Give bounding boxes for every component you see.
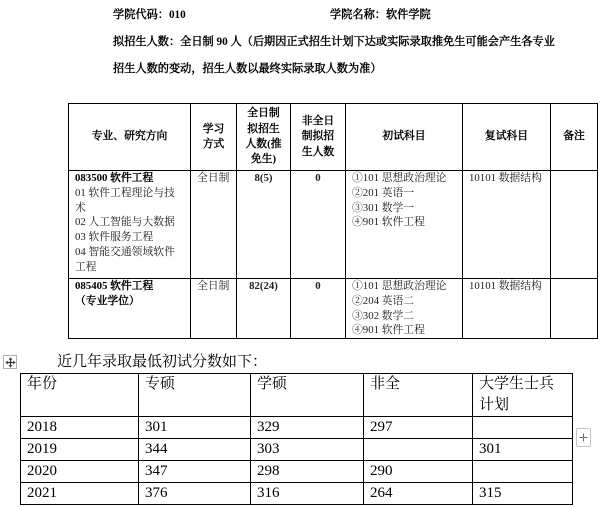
part-time-quota: 0 (315, 280, 321, 292)
program-name: 083500 软件工程 (75, 172, 154, 184)
study-mode: 全日制 (197, 172, 230, 184)
header-label: 学硕 (257, 376, 288, 392)
retest-subject: 10101 数据结构 (469, 172, 542, 184)
cell-content (551, 279, 597, 338)
header-label: 非全 (370, 376, 401, 392)
header-content (346, 104, 462, 170)
program-row (69, 279, 598, 339)
research-direction: 03 软件服务工程 (75, 231, 154, 244)
header-soldier-program (473, 374, 573, 417)
header-content (237, 104, 290, 170)
exam-subject: ④901 软件工程 (352, 324, 425, 337)
part-time-cell (364, 417, 473, 439)
college-header (113, 2, 583, 83)
academic-master-score: 316 (257, 485, 280, 501)
remarks-cell (551, 171, 598, 279)
header-label: 大学生士兵计划 (479, 376, 555, 413)
part-time-cell (364, 439, 473, 461)
cell-content (237, 279, 290, 338)
academic-master-score: 298 (257, 463, 280, 479)
exam-subject: ③301 数学一 (352, 201, 415, 214)
exam-subject: ①101 思想政治理论 (352, 172, 447, 184)
year-cell (21, 461, 139, 483)
header-label: 专硕 (145, 376, 176, 392)
exam-subject: ③302 数学二 (352, 309, 415, 322)
header-part-time (364, 374, 473, 417)
professional-master-cell (139, 461, 251, 483)
year-cell (21, 417, 139, 439)
part-time-quota-cell (291, 171, 346, 279)
part-time-score: 297 (370, 419, 393, 435)
year: 2020 (27, 463, 57, 479)
header-exam-subjects (346, 104, 463, 171)
part-time-quota-cell (291, 279, 346, 339)
program-table (68, 103, 598, 339)
header-professional-master (139, 374, 251, 417)
header-academic-master (251, 374, 364, 417)
research-direction: 01 软件工程理论与技术 (75, 186, 175, 214)
score-intro: 近几年录取最低初试分数如下： (57, 354, 268, 370)
exam-subject: ④901 软件工程 (352, 216, 425, 229)
professional-master-cell (139, 439, 251, 461)
header-program (69, 104, 191, 171)
retest-subject: 10101 数据结构 (469, 280, 542, 292)
header-retest-subject (463, 104, 551, 171)
cell-content (191, 171, 236, 278)
professional-master-cell (139, 417, 251, 439)
study-mode: 全日制 (197, 280, 230, 292)
college-code: 学院代码：010 (113, 9, 186, 21)
score-row (21, 461, 573, 483)
study-mode-cell (191, 279, 237, 339)
year-cell (21, 483, 139, 505)
study-mode-cell (191, 171, 237, 279)
header-label: 全日制拟招生人数(推免生) (245, 107, 282, 166)
cell-content (291, 279, 345, 338)
header-content (463, 104, 550, 170)
enrollment-note: 拟招生人数：全日制 90 人（后期因正式招生计划下达或实际录取推免生可能会产生各专业招生人数的变动，招生人数以最终实际录取人数为准） (113, 36, 555, 75)
header-content (69, 104, 190, 170)
add-row-button[interactable] (576, 428, 591, 447)
soldier-program-score (479, 461, 566, 482)
academic-master-cell (251, 461, 364, 483)
header-label: 复试科目 (484, 130, 529, 143)
part-time-quota: 0 (315, 172, 321, 184)
college-name: 学院名称：软件学院 (330, 9, 431, 21)
professional-master-score: 344 (145, 441, 168, 457)
exam-subject: ②201 英语一 (352, 186, 415, 199)
cell-content (346, 171, 462, 278)
academic-master-cell (251, 439, 364, 461)
full-time-quota-cell (237, 279, 291, 339)
exam-subject: ②204 英语二 (352, 294, 415, 307)
program-table-header (69, 104, 598, 171)
professional-master-score: 347 (145, 463, 168, 479)
academic-master-cell (251, 483, 364, 505)
year-cell (21, 439, 139, 461)
research-direction: 02 人工智能与大数据 (75, 216, 175, 229)
year: 2021 (27, 485, 57, 501)
soldier-program-cell (473, 417, 573, 439)
program-cell (69, 279, 191, 339)
score-row (21, 439, 573, 461)
soldier-program-cell (473, 461, 573, 483)
program-cell (69, 171, 191, 279)
program-note: （专业学位） (75, 294, 140, 307)
part-time-score: 264 (370, 485, 393, 501)
cell-content (463, 279, 550, 338)
header-content (291, 104, 345, 170)
remarks-cell (551, 279, 598, 339)
part-time-score: 290 (370, 463, 393, 479)
full-time-quota: 8(5) (254, 172, 273, 184)
part-time-cell (364, 461, 473, 483)
full-time-quota-cell (237, 171, 291, 279)
table-move-handle[interactable] (3, 355, 17, 369)
program-name: 085405 软件工程 (75, 280, 154, 292)
research-direction: 04 智能交通领域软件工程 (75, 245, 175, 273)
academic-master-cell (251, 417, 364, 439)
plus-icon (579, 433, 588, 442)
full-time-quota: 82(24) (249, 280, 278, 292)
header-content (551, 104, 597, 170)
score-row (21, 417, 573, 439)
score-row (21, 483, 573, 505)
professional-master-score: 301 (145, 419, 168, 435)
college-info-line (113, 2, 583, 29)
soldier-program-cell (473, 439, 573, 461)
header-remarks (551, 104, 598, 171)
part-time-cell (364, 483, 473, 505)
header-study-mode (191, 104, 237, 171)
header-year (21, 374, 139, 417)
exam-subjects-cell (346, 279, 463, 339)
soldier-program-score: 315 (479, 485, 502, 501)
cell-content (463, 171, 550, 278)
soldier-program-score: 301 (479, 441, 502, 457)
cell-content (69, 171, 190, 278)
year: 2018 (27, 419, 57, 435)
cell-content (237, 171, 290, 278)
cell-content (551, 171, 597, 278)
move-arrows-icon (5, 357, 16, 368)
header-full-time-quota (237, 104, 291, 171)
score-table-header (21, 374, 573, 417)
soldier-program-score (479, 417, 566, 438)
part-time-score (370, 439, 466, 460)
cell-content (346, 279, 462, 338)
year: 2019 (27, 441, 57, 457)
soldier-program-cell (473, 483, 573, 505)
cell-content (291, 171, 345, 278)
retest-subject-cell (463, 171, 551, 279)
header-label: 备注 (563, 130, 585, 143)
header-label: 年份 (27, 376, 58, 392)
exam-subject: ①101 思想政治理论 (352, 280, 447, 292)
cell-content (191, 279, 236, 338)
academic-master-score: 329 (257, 419, 280, 435)
professional-master-cell (139, 483, 251, 505)
header-part-time-quota (291, 104, 346, 171)
header-content (191, 104, 236, 170)
header-label: 学习方式 (202, 122, 225, 150)
header-label: 专业、研究方向 (91, 130, 168, 143)
professional-master-score: 376 (145, 485, 168, 501)
program-row (69, 171, 598, 279)
header-label: 初试科目 (382, 130, 426, 143)
score-table (20, 373, 573, 505)
retest-subject-cell (463, 279, 551, 339)
academic-master-score: 303 (257, 441, 280, 457)
header-label: 非全日制拟招生人数 (301, 115, 335, 158)
exam-subjects-cell (346, 171, 463, 279)
cell-content (69, 279, 190, 338)
